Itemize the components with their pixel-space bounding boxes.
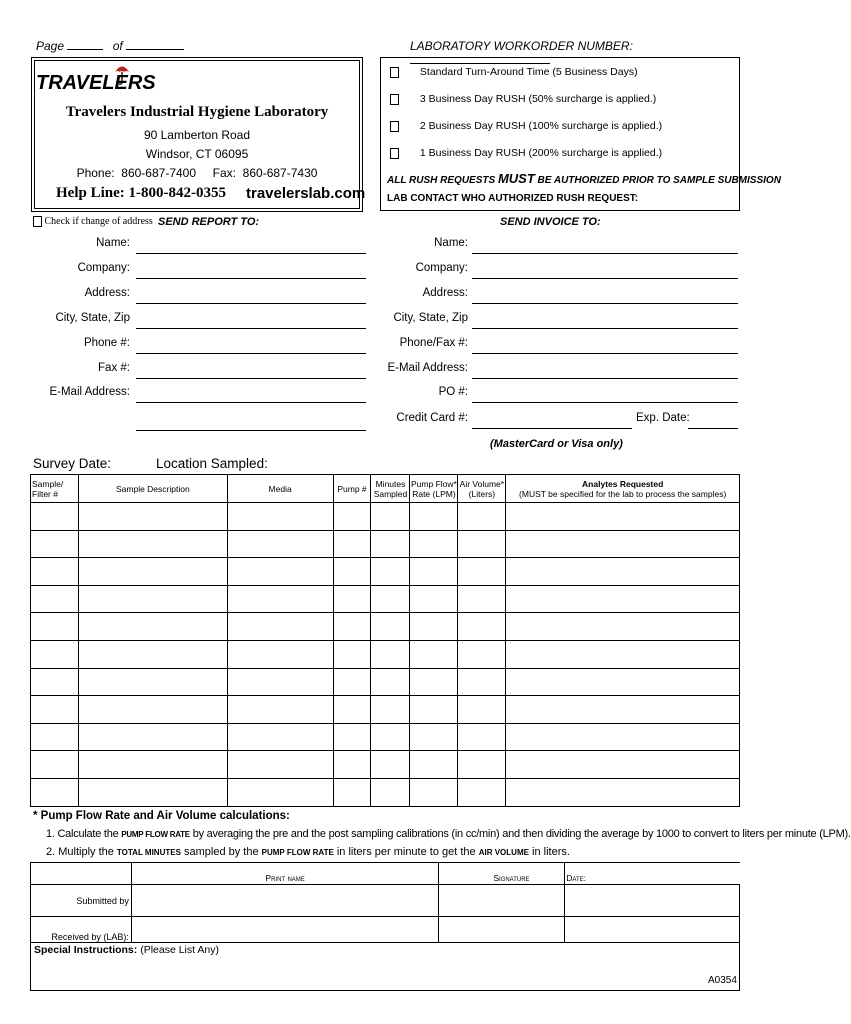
table-row bbox=[31, 668, 740, 696]
lab-info-box bbox=[31, 57, 366, 212]
table-cell-input[interactable] bbox=[410, 585, 458, 613]
table-cell-input[interactable] bbox=[458, 751, 506, 779]
invoice-field-label: Credit Card #: bbox=[396, 412, 468, 424]
table-cell-input[interactable] bbox=[506, 613, 740, 641]
help-line: Help Line: 1-800-842-0355 bbox=[56, 185, 226, 201]
exp-date-input[interactable] bbox=[688, 428, 738, 429]
send-invoice-title: SEND INVOICE TO: bbox=[500, 216, 601, 228]
send-report-title: SEND REPORT TO: bbox=[158, 216, 260, 228]
report-field-label: E-Mail Address: bbox=[49, 386, 130, 398]
table-cell-input[interactable] bbox=[227, 585, 333, 613]
table-cell-input[interactable] bbox=[506, 778, 740, 806]
invoice-field-input[interactable] bbox=[472, 278, 738, 279]
table-cell-input[interactable] bbox=[410, 751, 458, 779]
table-cell-input[interactable] bbox=[227, 778, 333, 806]
table-cell-input[interactable] bbox=[410, 613, 458, 641]
lab-address-line2: Windsor, CT 06095 bbox=[145, 147, 249, 161]
turnaround-option-3day[interactable]: 3 Business Day RUSH (50% surcharge is applied.) bbox=[390, 93, 656, 105]
submitted-by-name-input[interactable] bbox=[131, 885, 438, 917]
table-cell-input[interactable] bbox=[78, 723, 227, 751]
table-cell-input[interactable] bbox=[410, 558, 458, 586]
table-cell-input[interactable] bbox=[78, 668, 227, 696]
table-cell-input[interactable] bbox=[78, 696, 227, 724]
report-extra-line[interactable] bbox=[136, 430, 366, 431]
invoice-field-label: E-Mail Address: bbox=[387, 362, 468, 374]
checkbox[interactable] bbox=[390, 94, 399, 105]
table-cell-input[interactable] bbox=[227, 723, 333, 751]
invoice-field-input[interactable] bbox=[472, 428, 632, 429]
table-cell-input[interactable] bbox=[371, 640, 410, 668]
print-name-header: Print name bbox=[131, 863, 438, 885]
checkbox[interactable] bbox=[33, 216, 42, 227]
column-header: Air Volume* (Liters) bbox=[458, 475, 506, 503]
table-row bbox=[31, 696, 740, 724]
table-cell-input[interactable] bbox=[371, 778, 410, 806]
column-header: Media bbox=[227, 475, 333, 503]
table-cell-input[interactable] bbox=[227, 668, 333, 696]
table-cell-input[interactable] bbox=[333, 503, 371, 531]
table-cell-input[interactable] bbox=[333, 585, 371, 613]
table-row bbox=[31, 503, 740, 531]
form-code: A0354 bbox=[708, 975, 737, 986]
calc-title: * Pump Flow Rate and Air Volume calculations: bbox=[33, 810, 290, 822]
table-cell-input[interactable] bbox=[31, 503, 79, 531]
invoice-field-input[interactable] bbox=[472, 353, 738, 354]
table-cell-input[interactable] bbox=[371, 503, 410, 531]
report-field-label: Phone #: bbox=[83, 337, 130, 349]
table-cell-input[interactable] bbox=[506, 585, 740, 613]
table-cell-input[interactable] bbox=[371, 751, 410, 779]
column-header: Pump Flow* Rate (LPM) bbox=[410, 475, 458, 503]
table-cell-input[interactable] bbox=[410, 530, 458, 558]
table-cell-input[interactable] bbox=[371, 668, 410, 696]
table-cell-input[interactable] bbox=[506, 668, 740, 696]
submitted-by-label: Submitted by bbox=[31, 885, 132, 917]
received-by-name-input[interactable] bbox=[131, 917, 438, 943]
rush-note: ALL RUSH REQUESTS MUST BE AUTHORIZED PRIOR TO SAMPLE SUBMISSION bbox=[387, 171, 781, 186]
table-cell-input[interactable] bbox=[31, 723, 79, 751]
table-cell-input[interactable] bbox=[78, 530, 227, 558]
turnaround-box bbox=[380, 57, 781, 211]
report-field-input[interactable] bbox=[136, 253, 366, 254]
table-cell-input[interactable] bbox=[227, 558, 333, 586]
turnaround-option-2day[interactable]: 2 Business Day RUSH (100% surcharge is applied.) bbox=[390, 120, 662, 132]
table-cell-input[interactable] bbox=[506, 696, 740, 724]
report-field-label: City, State, Zip bbox=[55, 312, 130, 324]
table-cell-input[interactable] bbox=[31, 696, 79, 724]
table-cell-input[interactable] bbox=[458, 640, 506, 668]
exp-date-label: Exp. Date: bbox=[636, 412, 690, 424]
table-cell-input[interactable] bbox=[458, 668, 506, 696]
invoice-field-input[interactable] bbox=[472, 303, 738, 304]
table-row bbox=[31, 640, 740, 668]
table-cell-input[interactable] bbox=[31, 640, 79, 668]
column-header: Minutes Sampled bbox=[371, 475, 410, 503]
received-by-date-input[interactable] bbox=[565, 917, 740, 943]
submitted-by-date-input[interactable] bbox=[565, 885, 740, 917]
table-cell-input[interactable] bbox=[227, 503, 333, 531]
turnaround-option-standard[interactable]: Standard Turn-Around Time (5 Business Days) bbox=[390, 66, 638, 78]
table-cell-input[interactable] bbox=[78, 558, 227, 586]
column-header: Sample/ Filter # bbox=[31, 475, 79, 503]
table-cell-input[interactable] bbox=[333, 751, 371, 779]
table-cell-input[interactable] bbox=[506, 723, 740, 751]
table-cell-input[interactable] bbox=[78, 503, 227, 531]
report-field-label: Company: bbox=[77, 262, 130, 274]
lab-phone-fax: Phone: 860-687-7400 Fax: 860-687-7430 bbox=[76, 166, 318, 180]
workorder-number-field[interactable]: LABORATORY WORKORDER NUMBER: bbox=[410, 39, 738, 67]
table-cell-input[interactable] bbox=[227, 751, 333, 779]
checkbox[interactable] bbox=[390, 121, 399, 132]
table-cell-input[interactable] bbox=[458, 723, 506, 751]
table-cell-input[interactable] bbox=[506, 558, 740, 586]
checkbox[interactable] bbox=[390, 148, 399, 159]
table-cell-input[interactable] bbox=[410, 778, 458, 806]
column-header: Sample Description bbox=[78, 475, 227, 503]
samples-table bbox=[30, 474, 740, 807]
table-cell-input[interactable] bbox=[31, 613, 79, 641]
table-cell-input[interactable] bbox=[458, 530, 506, 558]
table-cell-input[interactable] bbox=[506, 751, 740, 779]
table-cell-input[interactable] bbox=[333, 530, 371, 558]
table-cell-input[interactable] bbox=[31, 778, 79, 806]
table-cell-input[interactable] bbox=[31, 668, 79, 696]
table-cell-input[interactable] bbox=[371, 723, 410, 751]
table-cell-input[interactable] bbox=[506, 640, 740, 668]
change-of-address[interactable]: Check if change of address bbox=[33, 216, 153, 227]
table-cell-input[interactable] bbox=[78, 640, 227, 668]
table-cell-input[interactable] bbox=[78, 613, 227, 641]
lab-website[interactable]: travelerslab.com bbox=[246, 185, 366, 202]
received-by-signature-input[interactable] bbox=[439, 917, 565, 943]
table-row bbox=[31, 723, 740, 751]
table-cell-input[interactable] bbox=[333, 558, 371, 586]
table-cell-input[interactable] bbox=[458, 503, 506, 531]
turnaround-option-1day[interactable]: 1 Business Day RUSH (200% surcharge is applied.) bbox=[390, 147, 662, 159]
report-field-input[interactable] bbox=[136, 278, 366, 279]
table-cell-input[interactable] bbox=[31, 530, 79, 558]
invoice-field-label: PO #: bbox=[438, 386, 468, 398]
travelers-logo: TRAVELERS bbox=[36, 72, 156, 95]
table-cell-input[interactable] bbox=[410, 696, 458, 724]
report-field-input[interactable] bbox=[136, 303, 366, 304]
table-row bbox=[31, 530, 740, 558]
invoice-field-label: City, State, Zip bbox=[393, 312, 468, 324]
lab-address-line1: 90 Lamberton Road bbox=[143, 128, 251, 142]
table-row bbox=[31, 751, 740, 779]
table-cell-input[interactable] bbox=[458, 778, 506, 806]
table-cell-input[interactable] bbox=[78, 778, 227, 806]
report-field-input[interactable] bbox=[136, 378, 366, 379]
lab-name: Travelers Industrial Hygiene Laboratory bbox=[65, 104, 329, 120]
calc-step-2: 2. Multiply the TOTAL MINUTES sampled by the PUMP FLOW RATE in liters per minute to get the AIR VOLUME in liters. bbox=[46, 846, 570, 858]
analytes-note: (MUST be specified for the lab to process the samples) bbox=[519, 488, 727, 499]
table-row bbox=[31, 778, 740, 806]
table-cell-input[interactable] bbox=[333, 668, 371, 696]
table-cell-input[interactable] bbox=[333, 696, 371, 724]
table-row bbox=[31, 585, 740, 613]
table-cell-input[interactable] bbox=[458, 613, 506, 641]
survey-date-label: Survey Date: bbox=[33, 456, 112, 471]
date-header: Date: bbox=[565, 863, 740, 885]
invoice-field-input[interactable] bbox=[472, 378, 738, 379]
report-field-label: Fax #: bbox=[98, 362, 130, 374]
table-cell-input[interactable] bbox=[333, 640, 371, 668]
checkbox[interactable] bbox=[390, 67, 399, 78]
table-cell-input[interactable] bbox=[371, 558, 410, 586]
table-cell-input[interactable] bbox=[410, 723, 458, 751]
table-cell-input[interactable] bbox=[410, 640, 458, 668]
table-row bbox=[31, 613, 740, 641]
table-cell-input[interactable] bbox=[506, 530, 740, 558]
table-cell-input[interactable] bbox=[78, 585, 227, 613]
report-field-input[interactable] bbox=[136, 328, 366, 329]
invoice-field-label: Phone/Fax #: bbox=[399, 337, 468, 349]
invoice-field-label: Company: bbox=[415, 262, 468, 274]
table-cell-input[interactable] bbox=[333, 778, 371, 806]
invoice-field-input[interactable] bbox=[472, 328, 738, 329]
table-cell-input[interactable] bbox=[371, 530, 410, 558]
table-row bbox=[31, 558, 740, 586]
special-instructions[interactable]: Special Instructions: (Please List Any) bbox=[31, 943, 740, 991]
table-cell-input[interactable] bbox=[227, 640, 333, 668]
invoice-field-label: Name: bbox=[434, 237, 468, 249]
table-cell-input[interactable] bbox=[371, 585, 410, 613]
report-field-input[interactable] bbox=[136, 402, 366, 403]
rush-contact-label: LAB CONTACT WHO AUTHORIZED RUSH REQUEST: bbox=[387, 193, 639, 204]
table-cell-input[interactable] bbox=[227, 530, 333, 558]
invoice-field-input[interactable] bbox=[472, 402, 738, 403]
table-cell-input[interactable] bbox=[333, 723, 371, 751]
invoice-field-input[interactable] bbox=[472, 253, 738, 254]
analytes-title: Analytes Requested bbox=[582, 478, 664, 489]
card-note: (MasterCard or Visa only) bbox=[490, 438, 623, 450]
invoice-field-label: Address: bbox=[422, 287, 468, 299]
table-cell-input[interactable] bbox=[227, 696, 333, 724]
table-cell-input[interactable] bbox=[227, 613, 333, 641]
table-cell-input[interactable] bbox=[333, 613, 371, 641]
table-cell-input[interactable] bbox=[31, 558, 79, 586]
report-field-input[interactable] bbox=[136, 353, 366, 354]
received-by-label: Received by (LAB): bbox=[31, 917, 132, 943]
table-cell-input[interactable] bbox=[506, 503, 740, 531]
calc-step-1: 1. Calculate the PUMP FLOW RATE by averaging the pre and the post sampling calibrations (in cc/min) and then dividing the average by 1000 to convert to liters per minute (LPM). bbox=[46, 828, 851, 840]
table-cell-input[interactable] bbox=[31, 751, 79, 779]
report-field-label: Address: bbox=[84, 287, 130, 299]
signoff-table bbox=[30, 862, 740, 991]
column-header: Pump # bbox=[333, 475, 371, 503]
table-cell-input[interactable] bbox=[78, 751, 227, 779]
page-number-field[interactable]: Page of bbox=[36, 39, 184, 53]
table-cell-input[interactable] bbox=[458, 585, 506, 613]
table-cell-input[interactable] bbox=[31, 585, 79, 613]
table-cell-input[interactable] bbox=[410, 668, 458, 696]
submitted-by-signature-input[interactable] bbox=[439, 885, 565, 917]
table-cell-input[interactable] bbox=[458, 558, 506, 586]
analytes-header bbox=[506, 475, 740, 503]
signature-header: Signature bbox=[439, 863, 565, 885]
location-sampled-label: Location Sampled: bbox=[156, 456, 268, 471]
table-cell-input[interactable] bbox=[371, 613, 410, 641]
table-cell-input[interactable] bbox=[371, 696, 410, 724]
umbrella-icon bbox=[114, 63, 130, 85]
report-field-label: Name: bbox=[96, 237, 130, 249]
table-cell-input[interactable] bbox=[458, 696, 506, 724]
table-cell-input[interactable] bbox=[410, 503, 458, 531]
